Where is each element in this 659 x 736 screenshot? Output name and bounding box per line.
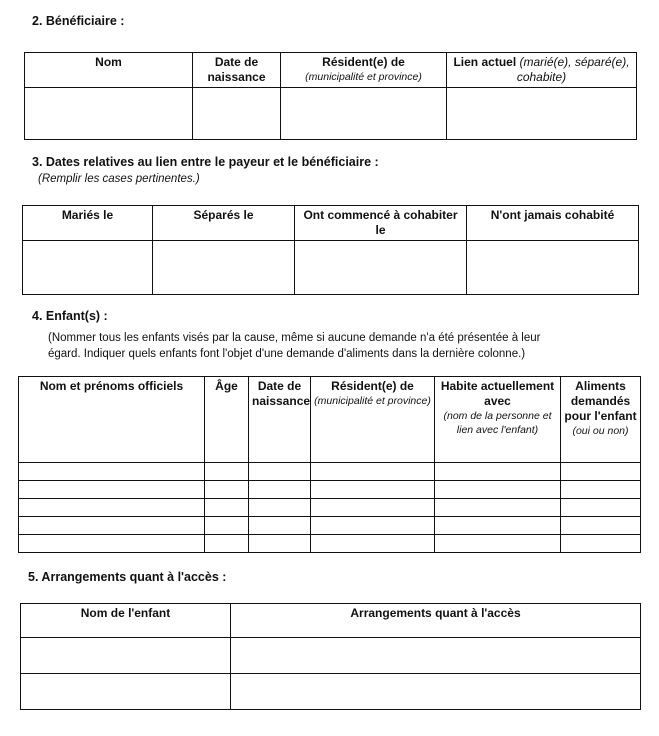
aliments-hint: (oui ou non) — [572, 425, 629, 437]
cell-resident[interactable] — [311, 499, 435, 517]
resident-hint: (municipalité et province) — [314, 395, 431, 407]
col-cohabiter: Ont commencé à cohabiter le — [295, 206, 467, 241]
field-separes[interactable] — [153, 241, 295, 295]
habite-label: Habite actuellement avec — [440, 379, 555, 408]
field-maries[interactable] — [23, 241, 153, 295]
lien-hint: (marié(e), séparé(e), cohabite) — [516, 55, 630, 84]
col-habite — [435, 377, 561, 463]
col-separes: Séparés le — [153, 206, 295, 241]
col-age: Âge — [205, 377, 249, 463]
col-arrangements: Arrangements quant à l'accès — [231, 604, 641, 638]
cell-aliments[interactable] — [561, 535, 641, 553]
beneficiary-table — [24, 52, 637, 140]
section2-heading: 2. Bénéficiaire : — [32, 14, 125, 28]
section4-note-line2: égard. Indiquer quels enfants font l'objet d'une demande d'aliments dans la dernière colonne.) — [48, 348, 526, 360]
cell-resident[interactable] — [311, 535, 435, 553]
cell-age[interactable] — [205, 481, 249, 499]
resident-label: Résident(e) de — [322, 55, 405, 69]
cell-habite[interactable] — [435, 535, 561, 553]
access-table — [20, 603, 641, 710]
cell-date[interactable] — [249, 517, 311, 535]
field-date-naissance[interactable] — [193, 88, 281, 140]
field-lien[interactable] — [447, 88, 637, 140]
table-row — [19, 463, 641, 481]
col-nom-prenoms: Nom et prénoms officiels — [19, 377, 205, 463]
col-jamais: N'ont jamais cohabité — [467, 206, 639, 241]
cell-arrangements[interactable] — [231, 674, 641, 710]
cell-aliments[interactable] — [561, 481, 641, 499]
cell-resident[interactable] — [311, 463, 435, 481]
section4-note-line1: (Nommer tous les enfants visés par la cause, même si aucune demande n'a été présentée à leur — [48, 332, 541, 344]
cell-habite[interactable] — [435, 517, 561, 535]
col-nom: Nom — [25, 53, 193, 88]
cell-date[interactable] — [249, 499, 311, 517]
cell-date[interactable] — [249, 463, 311, 481]
cell-aliments[interactable] — [561, 517, 641, 535]
col-resident — [281, 53, 447, 88]
cell-nom[interactable] — [19, 517, 205, 535]
field-nom[interactable] — [25, 88, 193, 140]
table-row — [19, 535, 641, 553]
col-maries: Mariés le — [23, 206, 153, 241]
table-row — [21, 674, 641, 710]
cell-habite[interactable] — [435, 463, 561, 481]
section4-heading: 4. Enfant(s) : — [32, 309, 108, 323]
cell-resident[interactable] — [311, 517, 435, 535]
col-nom-enfant: Nom de l'enfant — [21, 604, 231, 638]
cell-aliments[interactable] — [561, 499, 641, 517]
section3-heading: 3. Dates relatives au lien entre le payeur et le bénéficiaire : — [32, 155, 379, 169]
field-jamais[interactable] — [467, 241, 639, 295]
col-resident — [311, 377, 435, 463]
lien-label: Lien actuel — [453, 55, 517, 69]
cell-habite[interactable] — [435, 481, 561, 499]
aliments-label: Aliments demandés pour l'enfant — [564, 379, 637, 423]
cell-aliments[interactable] — [561, 463, 641, 481]
cell-date[interactable] — [249, 481, 311, 499]
cell-date[interactable] — [249, 535, 311, 553]
cell-habite[interactable] — [435, 499, 561, 517]
col-date-naissance: Date de naissance — [249, 377, 311, 463]
relationship-dates-table — [22, 205, 639, 295]
table-row — [19, 481, 641, 499]
cell-nom[interactable] — [19, 499, 205, 517]
resident-hint: (municipalité et province) — [305, 71, 422, 83]
table-row — [21, 638, 641, 674]
section3-note: (Remplir les cases pertinentes.) — [38, 173, 200, 185]
cell-nom[interactable] — [19, 463, 205, 481]
section5-heading: 5. Arrangements quant à l'accès : — [28, 570, 227, 584]
col-lien — [447, 53, 637, 88]
cell-arrangements[interactable] — [231, 638, 641, 674]
field-resident[interactable] — [281, 88, 447, 140]
cell-nom-enfant[interactable] — [21, 638, 231, 674]
cell-age[interactable] — [205, 517, 249, 535]
cell-nom[interactable] — [19, 481, 205, 499]
cell-nom[interactable] — [19, 535, 205, 553]
col-date-naissance: Date de naissance — [193, 53, 281, 88]
col-aliments — [561, 377, 641, 463]
table-row — [19, 517, 641, 535]
children-table — [18, 376, 641, 553]
field-cohabiter[interactable] — [295, 241, 467, 295]
table-row — [19, 499, 641, 517]
resident-label: Résident(e) de — [331, 379, 414, 393]
cell-resident[interactable] — [311, 481, 435, 499]
habite-hint: (nom de la personne et lien avec l'enfant) — [443, 410, 552, 436]
cell-age[interactable] — [205, 463, 249, 481]
cell-age[interactable] — [205, 499, 249, 517]
cell-age[interactable] — [205, 535, 249, 553]
cell-nom-enfant[interactable] — [21, 674, 231, 710]
